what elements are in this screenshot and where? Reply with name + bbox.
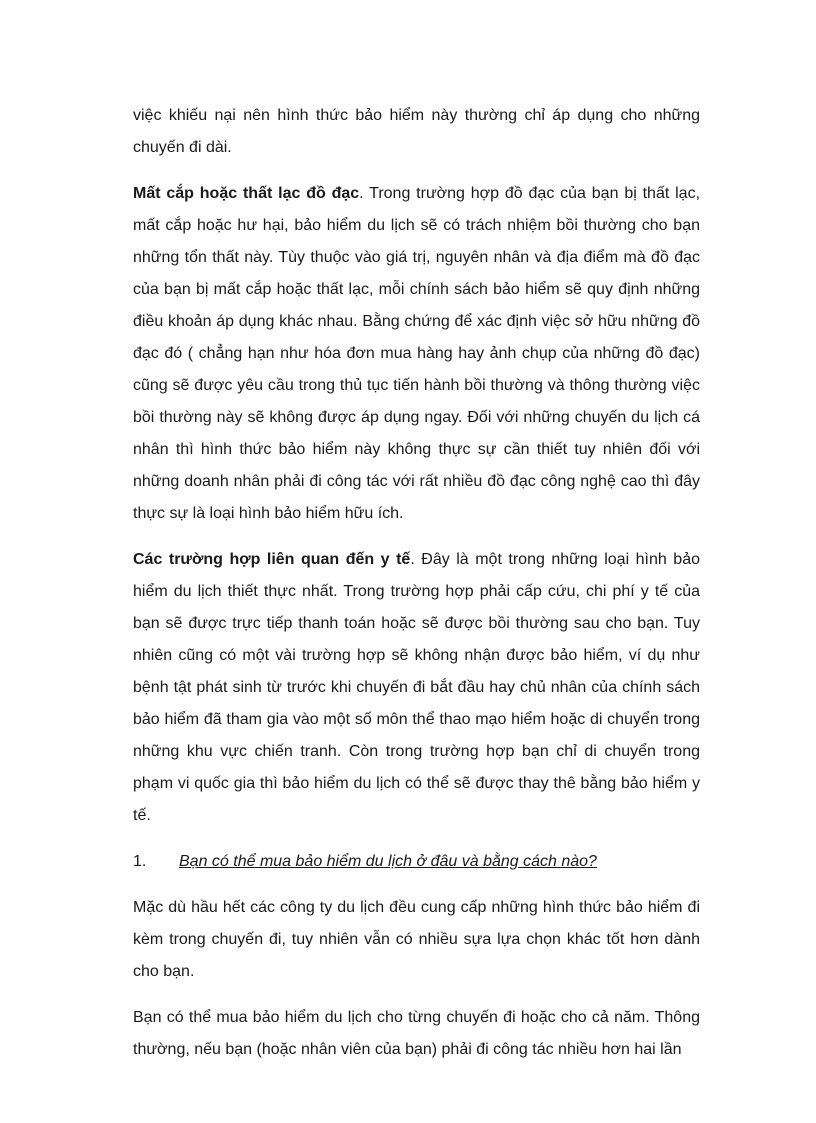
paragraph-lost-belongings — [133, 178, 700, 530]
paragraph-body-lost-belongings: . Trong trường hợp đồ đạc của bạn bị thất lạc, mất cắp hoặc hư hại, bảo hiểm du lịch sẽ có trách nhiệm bồi thường cho bạn những tổn thất này. Tùy thuộc vào giá trị, nguyên nhân và địa điểm mà đồ đạc của bạn bị mất cắp hoặc thất lạc, mỗi chính sách bảo hiểm sẽ quy định những điều khoản áp dụng khác nhau. Bằng chứng để xác định việc sở hữu những đồ đạc đó ( chẳng hạn như hóa đơn mua hàng hay ảnh chụp của những đồ đạc) cũng sẽ được yêu cầu trong thủ tục tiến hành bồi thường và thông thường việc bồi thường này sẽ không được áp dụng ngay. Đối với những chuyến du lịch cá nhân thì hình thức bảo hiểm này không thực sự cần thiết tuy nhiên đối với những doanh nhân phải đi công tác với rất nhiều đồ đạc công nghệ cao thì đây thực sự là loại hình bảo hiểm hữu ích. — [133, 185, 701, 522]
paragraph-per-trip: Bạn có thể mua bảo hiểm du lịch cho từng chuyến đi hoặc cho cả năm. Thông thường, nếu bạn (hoặc nhân viên của bạn) phải đi công tác nhiều hơn hai lần — [133, 1009, 700, 1058]
paragraph-lead-medical: Các trường hợp liên quan đến y tế — [133, 551, 411, 568]
paragraph-body-medical: . Đây là một trong những loại hình bảo hiểm du lịch thiết thực nhất. Trong trường hợp phải cấp cứu, chi phí y tế của bạn sẽ được trực tiếp thanh toán hoặc sẽ được bồi thường sau cho bạn. Tuy nhiên cũng có một vài trường hợp sẽ không nhận được bảo hiểm, ví dụ như bệnh tật phát sinh từ trước khi chuyến đi bắt đầu hay chủ nhân của chính sách bảo hiểm đã tham gia vào một số môn thể thao mạo hiểm hoặc di chuyển trong những khu vực chiến tranh. Còn trong trường hợp bạn chỉ di chuyển trong phạm vi quốc gia thì bảo hiểm du lịch có thể sẽ được thay thê bằng bảo hiểm y tế. — [133, 551, 700, 824]
paragraph-where-to-buy: Mặc dù hầu hết các công ty du lịch đều cung cấp những hình thức bảo hiểm đi kèm trong chuyến đi, tuy nhiên vẫn có nhiều sựa lựa chọn khác tốt hơn dành cho bạn. — [133, 899, 700, 980]
paragraph-intro: việc khiếu nại nên hình thức bảo hiểm này thường chỉ áp dụng cho những chuyến đi dài. — [133, 107, 700, 156]
paragraph-medical — [133, 544, 700, 832]
heading-title: Bạn có thể mua bảo hiểm du lịch ở đâu và bằng cách nào? — [179, 853, 597, 870]
heading-number: 1. — [133, 853, 147, 870]
paragraph-lead-lost-belongings: Mất cắp hoặc thất lạc đồ đạc — [133, 185, 360, 202]
numbered-heading — [133, 846, 700, 878]
document-body — [133, 100, 700, 1080]
